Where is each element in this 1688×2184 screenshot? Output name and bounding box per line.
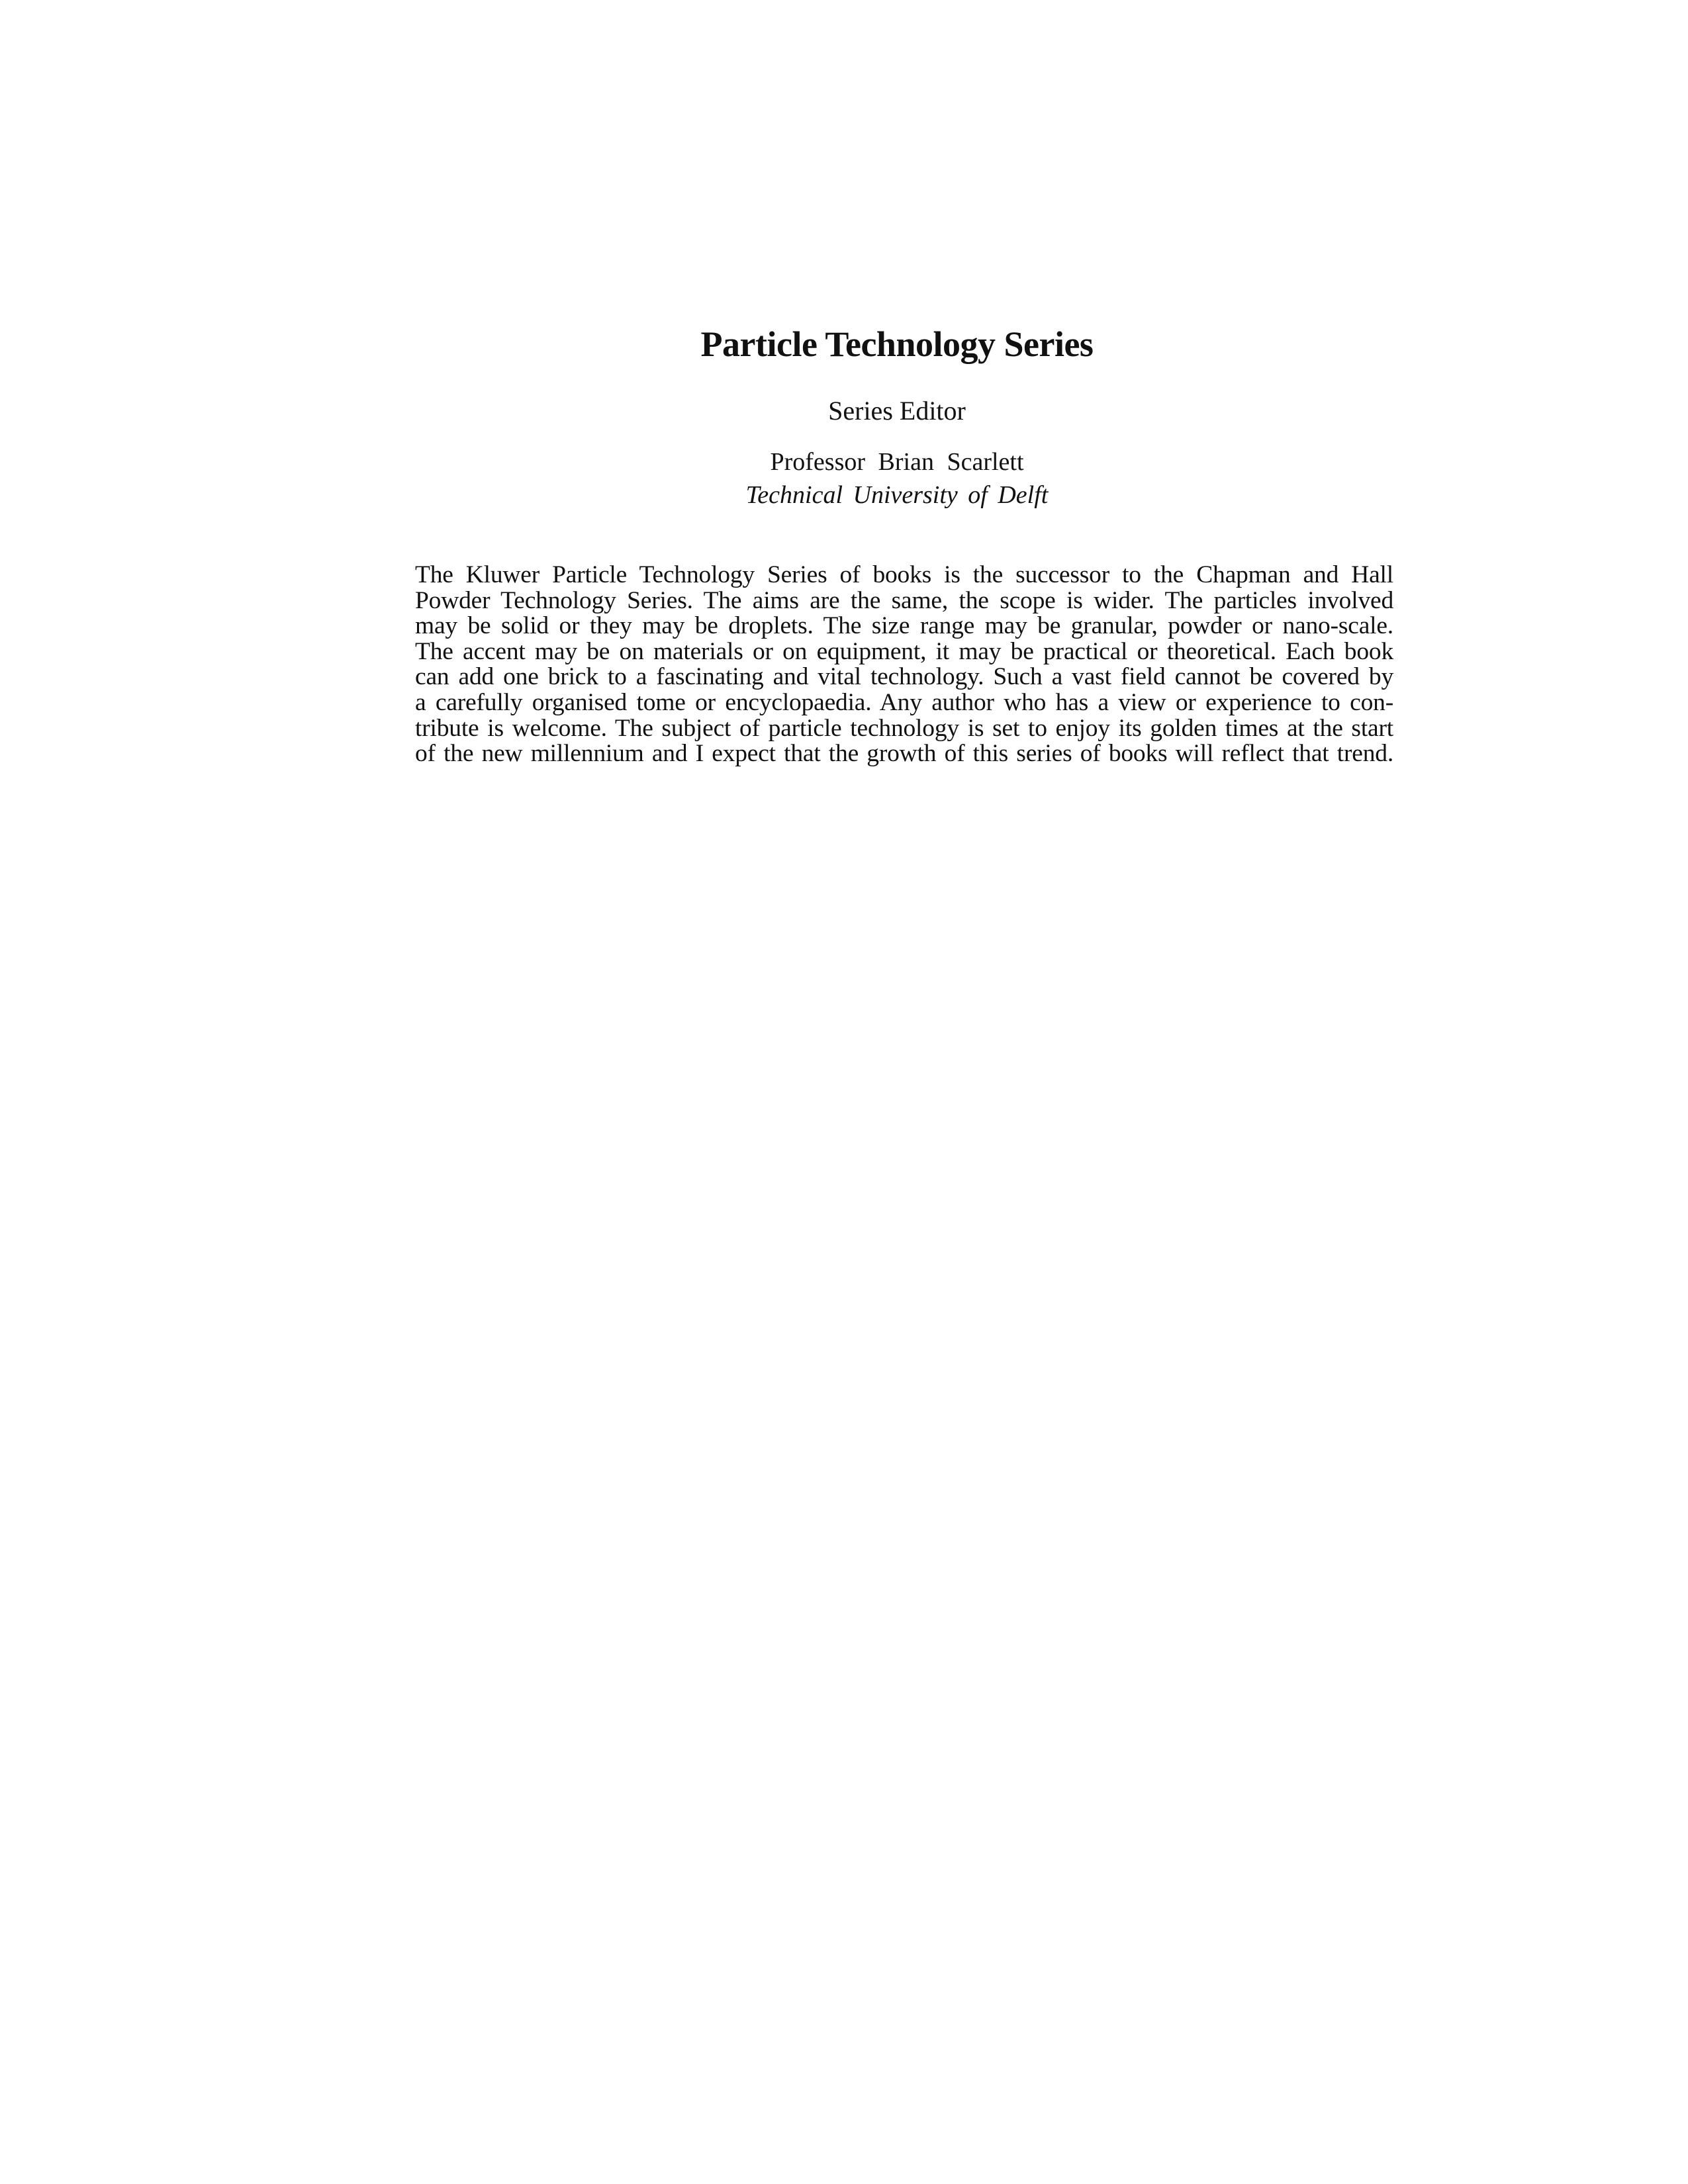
description-line: tribute is welcome. The subject of particle technology is set to enjoy its golden times at the start — [415, 714, 1393, 742]
description-line: The accent may be on materials or on equipment, it may be practical or theoretical. Each book — [415, 637, 1393, 665]
description-line: Powder Technology Series. The aims are the same, the scope is wider. The particles involved — [415, 586, 1393, 614]
description-line: can add one brick to a fascinating and vital technology. Such a vast field cannot be covered by — [415, 663, 1393, 691]
series-editor-affiliation: Technical University of Delft — [745, 481, 1049, 509]
series-editor-label: Series Editor — [828, 396, 966, 426]
description-line: a carefully organised tome or encyclopaedia. Any author who has a view or experience to con- — [415, 688, 1393, 716]
series-title: Particle Technology Series — [700, 324, 1094, 364]
description-line: of the new millennium and I expect that the growth of this series of books will reflect that trend. — [415, 740, 1393, 768]
series-editor-name: Professor Brian Scarlett — [770, 448, 1024, 476]
description-line: may be solid or they may be droplets. The size range may be granular, powder or nano-scale. — [415, 612, 1393, 640]
description-line: The Kluwer Particle Technology Series of books is the successor to the Chapman and Hall — [415, 561, 1393, 588]
series-description — [415, 563, 1393, 767]
